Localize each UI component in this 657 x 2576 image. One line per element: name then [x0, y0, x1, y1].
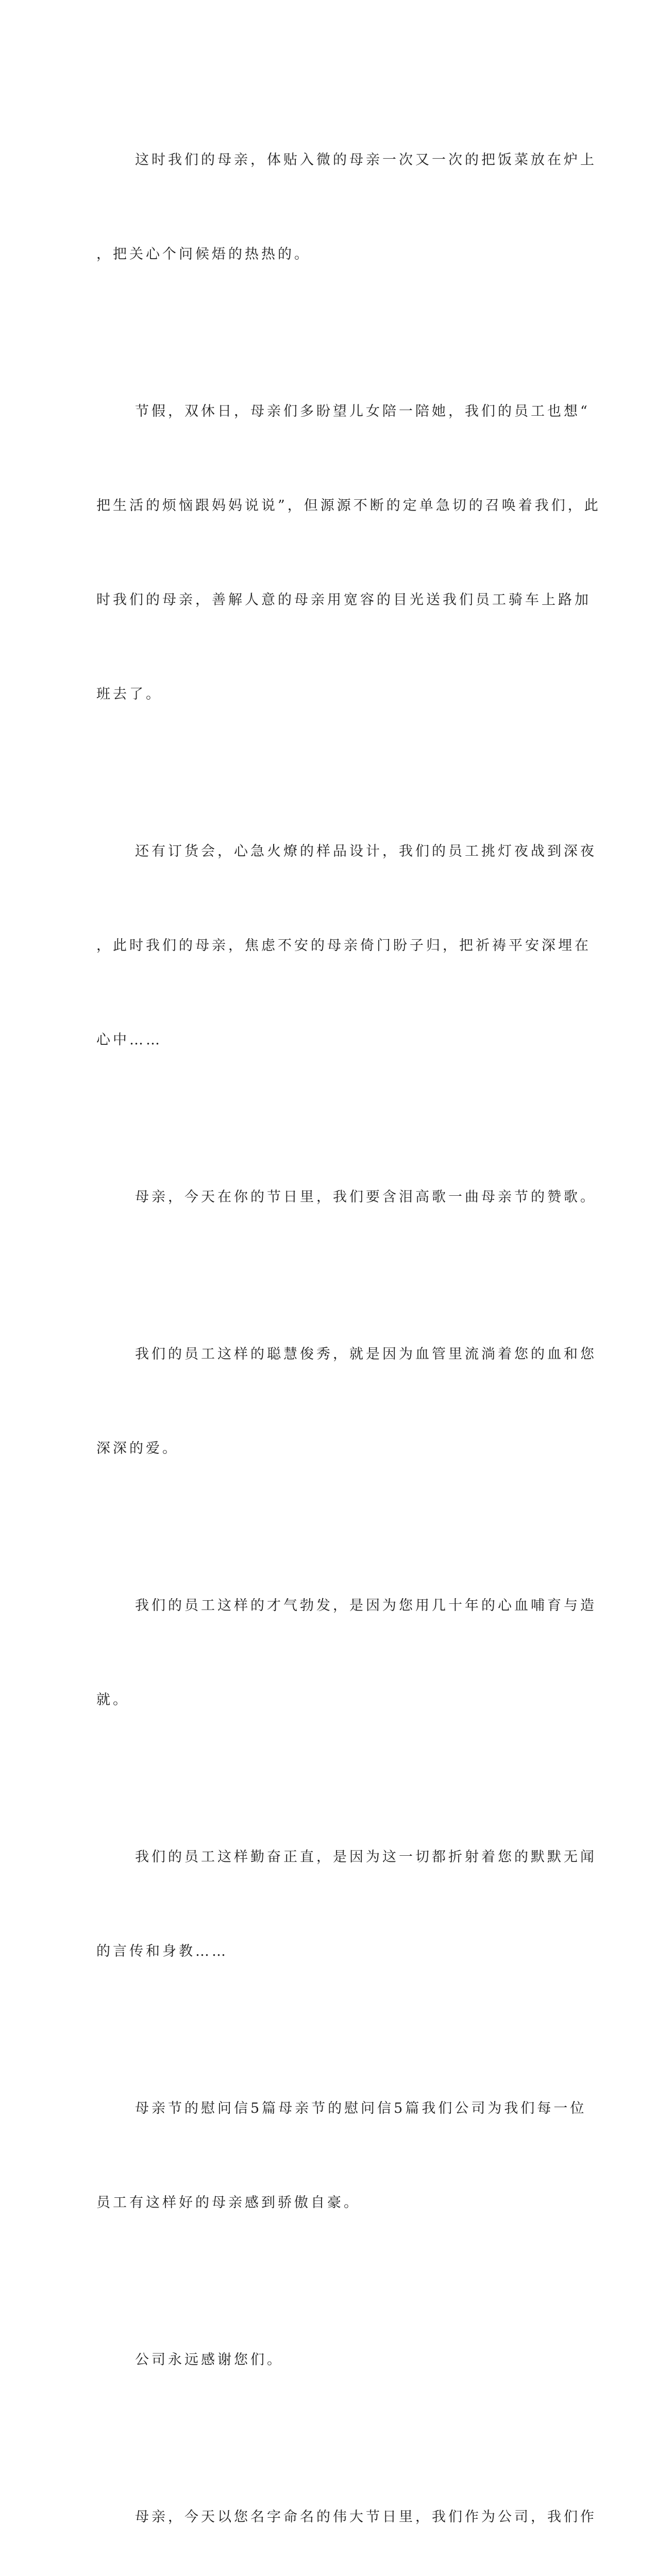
paragraph-line: 母亲，今天以您名字命名的伟大节日里，我们作为公司，我们作 [135, 2509, 597, 2525]
paragraph-line: 我们的员工这样的才气勃发，是因为您用几十年的心血哺育与造 [135, 1598, 597, 1614]
paragraph-4 [96, 1118, 597, 1276]
paragraph-line: 员工有这样好的母亲感到骄傲自豪。 [96, 2195, 360, 2211]
paragraph-5 [96, 1276, 597, 1527]
paragraph-2 [96, 333, 601, 773]
paragraph-line: 班去了。 [96, 686, 162, 702]
paragraph-8 [96, 2030, 587, 2281]
paragraph-line: 节假，双休日，母亲们多盼望儿女陪一陪她，我们的员工也想“ [135, 403, 590, 419]
paragraph-line: 时我们的母亲，善解人意的母亲用宽容的目光送我们员工骑车上路加 [96, 592, 591, 608]
paragraph-10 [96, 2438, 597, 2576]
paragraph-line: ，把关心个问候焐的热热的。 [96, 246, 311, 262]
paragraph-line: 这时我们的母亲，体贴入微的母亲一次又一次的把饭菜放在炉上 [135, 152, 597, 168]
paragraph-line: 母亲节的慰问信5篇母亲节的慰问信5篇我们公司为我们每一位 [135, 2100, 587, 2116]
document-body [96, 81, 601, 2576]
paragraph-1 [96, 81, 597, 333]
paragraph-line: 母亲，今天在你的节日里，我们要含泪高歌一曲母亲节的赞歌。 [135, 1189, 597, 1205]
paragraph-line: 我们的员工这样勤奋正直，是因为这一切都折射着您的默默无闻 [135, 1849, 597, 1865]
paragraph-line: 我们的员工这样的聪慧俊秀，就是因为血管里流淌着您的血和您 [135, 1346, 597, 1362]
paragraph-line: 就。 [96, 1692, 129, 1708]
paragraph-line: ，此时我们的母亲，焦虑不安的母亲倚门盼子归，把祈祷平安深埋在 [96, 938, 591, 954]
paragraph-9 [96, 2281, 550, 2438]
paragraph-line: 的言传和身教…… [96, 1943, 228, 1959]
paragraph-line: 深深的爱。 [96, 1440, 179, 1456]
paragraph-line: 公司永远感谢您们。 [135, 2352, 283, 2368]
paragraph-6 [96, 1527, 597, 1778]
paragraph-line: 心中…… [96, 1032, 162, 1048]
paragraph-7 [96, 1778, 597, 2030]
paragraph-3 [96, 773, 597, 1118]
paragraph-line: 还有订货会，心急火燎的样品设计，我们的员工挑灯夜战到深夜 [135, 843, 597, 859]
paragraph-line: 把生活的烦恼跟妈妈说说”，但源源不断的定单急切的召唤着我们，此 [96, 498, 601, 514]
